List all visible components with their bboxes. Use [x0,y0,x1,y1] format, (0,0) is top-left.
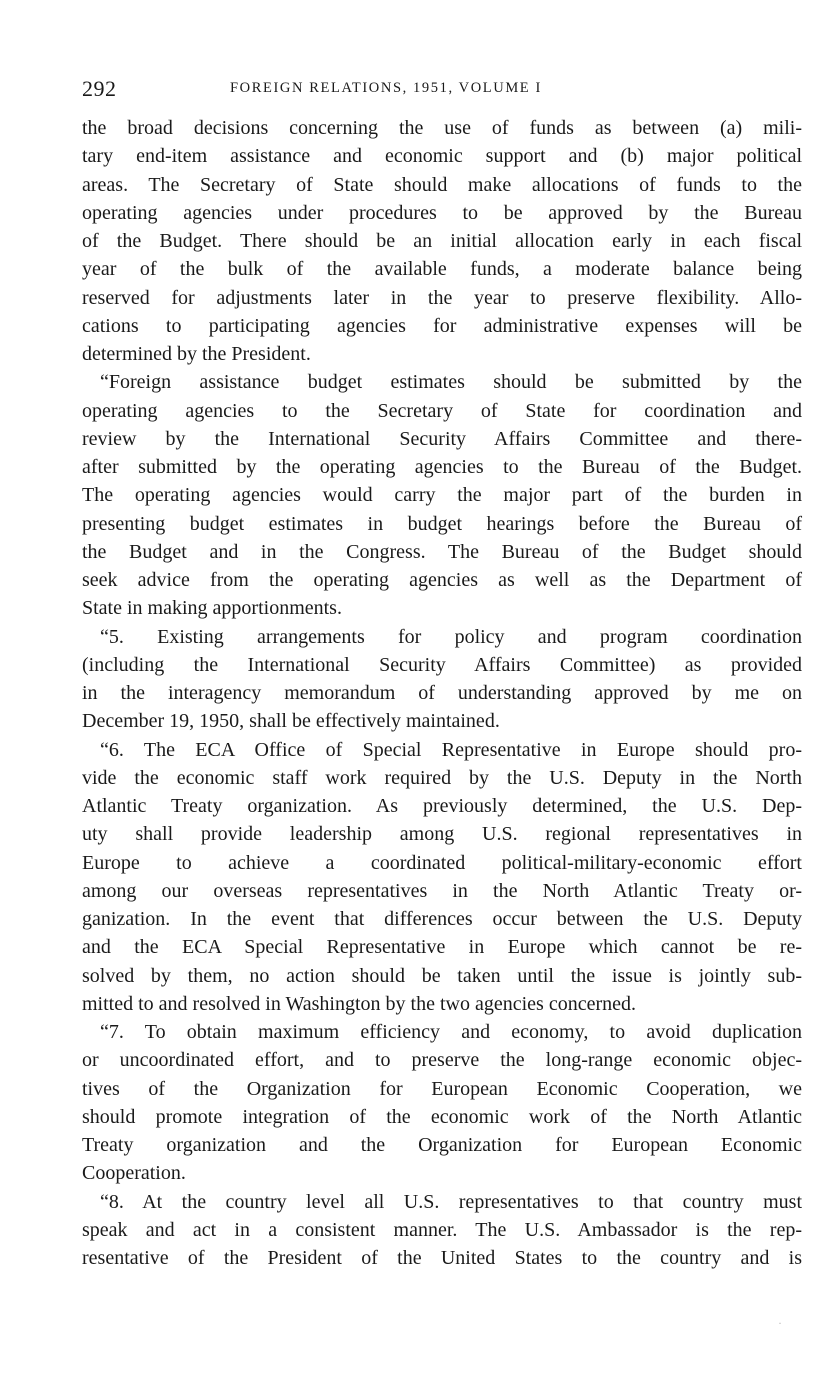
text-line: determined by the President. [82,343,311,365]
text-line: the Budget and in the Congress. The Bureau of the Budget should [82,540,802,563]
text-line: “Foreign assistance budget estimates should be submitted by the [100,371,802,394]
text-line: after submitted by the operating agencies to the Bureau of the Budget. [82,456,802,478]
text-line: presenting budget estimates in budget hearings before the Bureau of [82,512,802,535]
text-line: operating agencies to the Secretary of State for coordination and [82,399,802,422]
text-line: speak and act in a consistent manner. The U.S. Ambassador is the rep- [82,1218,802,1241]
text-line: “6. The ECA Office of Special Representative in Europe should pro- [100,738,802,761]
text-line: The operating agencies would carry the major part of the burden in [82,484,802,507]
text-line: Cooperation. [82,1162,186,1185]
page-number: 292 [82,76,117,101]
text-line: or uncoordinated effort, and to preserve the long-range economic objec- [82,1049,802,1072]
running-head-title: FOREIGN RELATIONS, 1951, VOLUME I [230,80,542,96]
running-head [82,76,802,102]
text-line: “5. Existing arrangements for policy and program coordination [100,625,802,648]
text-line: among our overseas representatives in the North Atlantic Treaty or- [82,879,802,902]
body-text [82,114,802,1272]
text-line: vide the economic staff work required by the U.S. Deputy in the North [82,766,802,789]
text-line: cations to participating agencies for administrative expenses will be [82,314,802,337]
text-line: (including the International Security Affairs Committee) as provided [82,653,802,676]
text-line: Treaty organization and the Organization for European Economic [82,1134,802,1156]
text-line: “8. At the country level all U.S. representatives to that country must [100,1190,802,1213]
text-line: State in making apportionments. [82,597,342,620]
text-line: review by the International Security Affairs Committee and there- [82,427,802,450]
text-line: reserved for adjustments later in the year to preserve flexibility. Allo- [82,286,802,309]
text-line: year of the bulk of the available funds, a moderate balance being [82,258,802,281]
text-line: areas. The Secretary of State should make allocations of funds to the [82,173,802,196]
text-line: should promote integration of the economic work of the North Atlantic [82,1105,802,1128]
text-line: and the ECA Special Representative in Europe which cannot be re- [82,936,802,959]
text-line: “7. To obtain maximum efficiency and economy, to avoid duplication [100,1021,802,1043]
text-line: mitted to and resolved in Washington by the two agencies concerned. [82,992,636,1015]
text-line: the broad decisions concerning the use of funds as between (a) mili- [82,117,802,139]
text-line: operating agencies under procedures to be approved by the Bureau [82,201,802,224]
text-line: ganization. In the event that differences occur between the U.S. Deputy [82,908,802,930]
text-line: tives of the Organization for European Economic Cooperation, we [82,1077,802,1100]
text-line: in the interagency memorandum of understanding approved by me on [82,682,802,704]
text-line: tary end-item assistance and economic support and (b) major political [82,145,802,168]
margin-mark: · [778,1316,782,1330]
text-line: resentative of the President of the United States to the country and is [82,1247,802,1269]
text-line: of the Budget. There should be an initial allocation early in each fiscal [82,230,802,252]
text-line: December 19, 1950, shall be effectively maintained. [82,710,500,733]
text-line: Atlantic Treaty organization. As previously determined, the U.S. Dep- [82,795,802,817]
text-line: uty shall provide leadership among U.S. regional representatives in [82,823,802,846]
text-line: solved by them, no action should be taken until the issue is jointly sub- [82,964,802,987]
text-line: seek advice from the operating agencies as well as the Department of [82,569,802,591]
text-line: Europe to achieve a coordinated political-military-economic effort [82,851,802,874]
